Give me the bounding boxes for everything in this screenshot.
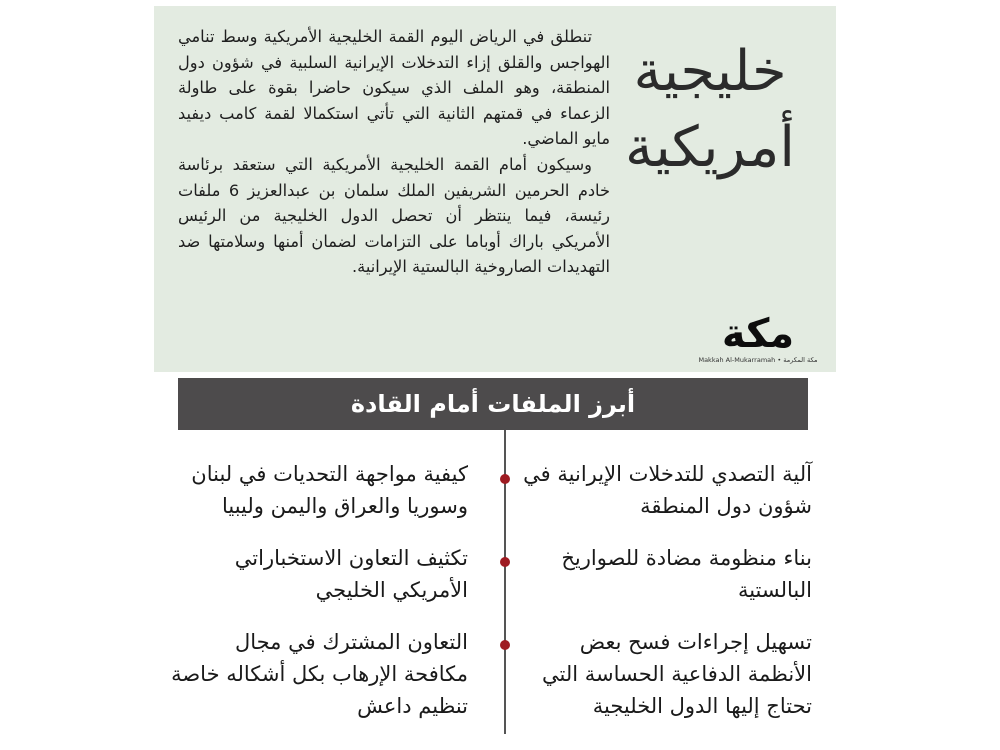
- file-item-left-3: التعاون المشترك في مجال مكافحة الإرهاب بكل أشكاله خاصة تنظيم داعش: [171, 630, 468, 718]
- section-title: [610, 34, 810, 186]
- article-text: [178, 24, 610, 280]
- article-paragraph-1: تنطلق في الرياض اليوم القمة الخليجية الأمريكية وسط تنامي الهواجس والقلق إزاء التدخلات الإيرانية السلبية في شؤون دول المنطقة، وهو الملف الذي سيكون حاضرا بقوة على طاولة الزعماء في قمتهم الثانية التي تأتي استكمالا لقمة كامب ديفيد مايو الماضي.: [178, 27, 610, 149]
- bullet-dot-3: [500, 640, 510, 650]
- file-item-right-3: تسهيل إجراءات فسح بعض الأنظمة الدفاعية الحساسة التي تحتاج إليها الدول الخليجية: [542, 630, 812, 718]
- intro-panel: [154, 6, 836, 372]
- file-item-right-1: آلية التصدي للتدخلات الإيرانية في شؤون دول المنطقة: [523, 462, 812, 518]
- logo-subtitle: Makkah Al-Mukarramah • مكة المكرمة: [698, 356, 818, 364]
- bullet-dot-1: [500, 474, 510, 484]
- key-files-banner: أبرز الملفات أمام القادة: [178, 378, 808, 430]
- file-item-left-2: تكثيف التعاون الاستخباراتي الأمريكي الخليجي: [234, 546, 468, 602]
- article-paragraph-2: وسيكون أمام القمة الخليجية الأمريكية التي ستعقد برئاسة خادم الحرمين الشريفين الملك سلمان بن عبدالعزيز 6 ملفات رئيسة، فيما ينتظر أن تحصل الدول الخليجية من الرئيس الأمريكي باراك أوباما على التزامات لضمان أمنها وسلامتها ضد التهديدات الصاروخية البالستية الإيرانية.: [178, 154, 610, 277]
- section-title-line-2: أمريكية: [625, 115, 795, 180]
- bullet-dot-2: [500, 557, 510, 567]
- section-title-line-1: خليجية: [633, 39, 787, 104]
- file-item-left-1: كيفية مواجهة التحديات في لبنان وسوريا والعراق واليمن وليبيا: [191, 462, 468, 518]
- infographic-card: [154, 6, 836, 744]
- makkah-logo: [698, 312, 818, 368]
- logo-wordmark: مكة: [721, 311, 795, 357]
- file-item-right-2: بناء منظومة مضادة للصواريخ البالستية: [561, 546, 812, 602]
